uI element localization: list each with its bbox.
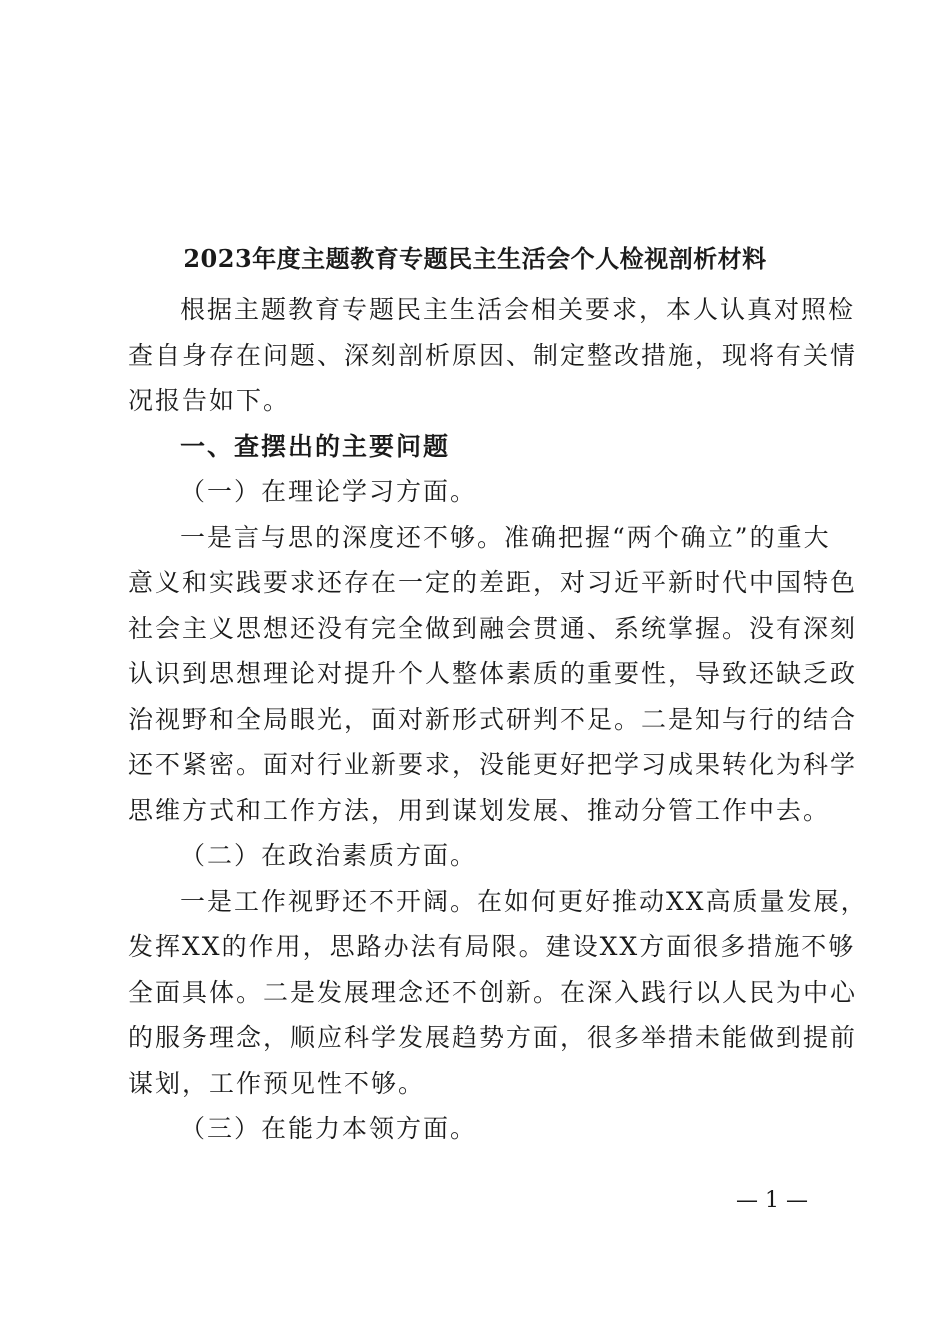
subsection-heading: （三）在能力本领方面。 [180, 1114, 478, 1143]
paragraph-line: 治视野和全局眼光，面对新形式研判不足。二是知与行的结合 [128, 704, 858, 734]
paragraph-line: 查自身存在问题、深刻剖析原因、制定整改措施，现将有关情 [128, 340, 858, 370]
section-heading: 一、查摆出的主要问题 [180, 431, 451, 461]
paragraph-line: 谋划，工作预见性不够。 [128, 1068, 426, 1098]
subsection-heading: （一）在理论学习方面。 [180, 477, 478, 506]
document-body [128, 287, 868, 1152]
paragraph-line: 一是工作视野还不开阔。在如何更好推动XX高质量发展， [180, 886, 868, 916]
paragraph-line: 的服务理念，顺应科学发展趋势方面，很多举措未能做到提前 [128, 1023, 858, 1052]
paragraph-line: 根据主题教育专题民主生活会相关要求，本人认真对照检 [180, 295, 856, 324]
paragraph-line: 思维方式和工作方法，用到谋划发展、推动分管工作中去。 [128, 795, 831, 825]
subsection-heading: （二）在政治素质方面。 [180, 841, 478, 870]
paragraph-line: 认识到思想理论对提升个人整体素质的重要性，导致还缺乏政 [128, 659, 858, 688]
paragraph-line: 一是言与思的深度还不够。准确把握“两个确立”的重大 [180, 522, 831, 552]
paragraph-line: 意义和实践要求还存在一定的差距，对习近平新时代中国特色 [128, 568, 858, 597]
paragraph-line: 全面具体。二是发展理念还不创新。在深入践行以人民为中心 [128, 977, 858, 1007]
document-title: 2023年度主题教育专题民主生活会个人检视剖析材料 [183, 244, 767, 273]
paragraph-line: 社会主义思想还没有完全做到融会贯通、系统掌握。没有深刻 [128, 613, 858, 643]
page-number: — 1 — [736, 1188, 808, 1213]
paragraph-line: 还不紧密。面对行业新要求，没能更好把学习成果转化为科学 [128, 750, 858, 779]
paragraph-line: 发挥XX的作用，思路办法有局限。建设XX方面很多措施不够 [128, 932, 856, 961]
paragraph-line: 况报告如下。 [128, 386, 291, 415]
